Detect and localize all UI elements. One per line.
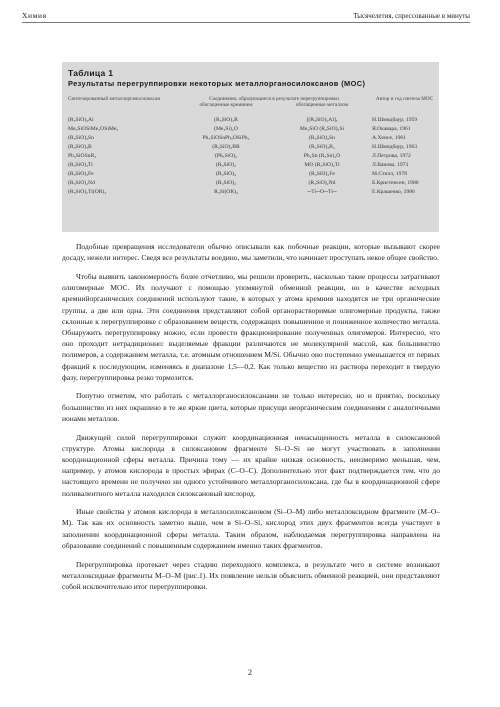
table-cell: (R₃SiO)₂Ti (68, 162, 93, 169)
table-header-compounds: Соединения, образующиеся в результате перегруппировки (209, 96, 339, 102)
table-row (62, 152, 439, 161)
table-cell: Me₂SiO (R₃SiO)₂Si (299, 125, 345, 132)
table-caption: Таблица 1 (68, 68, 114, 78)
table-cell: А.Хенсе, 1961 (372, 134, 406, 141)
table-cell: Н.Шмидбаур, 1963 (372, 143, 418, 150)
table-cell: Л.Петрова, 1972 (372, 152, 411, 159)
article-body (62, 241, 440, 600)
table-cell: Н.Шмидбаур, 1959 (372, 116, 418, 123)
table-cell: (R₃SiO)₂Sn (309, 134, 335, 141)
table-cell: Е.Крашенко, 1986 (372, 189, 415, 196)
paragraph: Подобные превращения исследователи обычно описывали как побочные реакции, которые вызывают скорее досаду, нежели интерес. Сведя все результаты воедино, мы заметили, что начинает проступать некое общее свойство. (62, 242, 440, 263)
table-header-author: Автор и год синтеза МОС (375, 96, 434, 102)
table-cell: (Me₃Si)₂O (214, 125, 238, 132)
table-cell: R₃Si(OR)₃ (214, 189, 238, 196)
table-cell: (R₃SiO)₂ (215, 171, 237, 178)
table-cell: (R₃SiO)₃Al (68, 116, 94, 123)
header-journal-title: Тысячелетия, спрессованные в минуты (353, 12, 470, 20)
table-row (62, 134, 439, 143)
table-cell: (R₃SiO)₂Fe (309, 171, 335, 178)
paragraph: Движущей силой перегруппировки служит координационная ненасыщенность металла в силоксановой структуре. Атомы кислорода в силоксановом фрагменте Si–O–Si не могут участвовать в заполнении координационной сферы металла. Причина тому — их крайне низкая основность, неизмеримо меньшая, чем, например, у атомов кислорода в простых эфирах (C–O–C). Дополнительно этот факт подтверждается тем, что до настоящего времени не получено ни одного устойчивого металлорганосилоксана, где бы в координационной сфере поливалентного металла находился силоксановый кислород. (62, 432, 440, 498)
table-cell: (R₃SiO)₂B₂ (309, 143, 335, 150)
table-row (62, 161, 439, 170)
paragraph: Чтобы выявить закономерность более отчетливо, мы решили проверить, насколько такие процессы затрагивают олигомерные МОС. Их получают с помощью упомянутой обменной реакции, но в качестве исходных кремнийорганических соединений используют такие, в которых у атома кремния находятся не три органические группы, а две или одна. Эти соединения представляют собой органорастворимые олигомерные продукты, также склонные к перегруппировке с образованием веществ, содержащих повышенное и пониженное количество металла. Обнаружить перегруппировку можно, если провести фракционирование полученных олигомеров. Интересно, что оно проходит нетрадиционно: выделяемые фракции различаются не молекулярной массой, как большинство полимеров, а содержанием металла, т.е. атомным отношением M/Si. Обычно оно постепенно уменьшается от первых фракций к последующим, изменяясь в диапазоне 1,5—0,2. Как только вещество из раствора переходит в твердую фазу, перегруппировка резко тормозится. (62, 271, 440, 382)
table-cell: (R₃SiO)₂Ti(OR)₂ (68, 189, 107, 196)
table-cell: (R₃SiO)₂Nd (68, 180, 95, 187)
results-table (62, 62, 439, 232)
running-header (22, 8, 470, 23)
paragraph: Иные свойства у атомов кислорода в металлосилоксановом (Si–O–M) либо металлоксидном фрагменте (M–O–M). Так как их основность заметно выше, чем в Si–O–Si, кислород этих двух фрагментов всегда участвует в заполнении координационной сферы металла. Таким образом, наблюдаемая перегруппировка направлена на образование соединений с повышенным содержанием именно таких фрагментов. (62, 507, 440, 550)
table-cell: (Ph₃SiO)₂ (214, 152, 238, 159)
paragraph: Попутно отметим, что работать с металлорганосилоксанами не только интересно, но и приятно, поскольку большинство из них окрашено в те же яркие цвета, которые присущи неорганическим соединениям с аналогичными ионами металлов. (62, 391, 440, 423)
table-row (62, 188, 439, 197)
table-cell: М.Стилл, 1978 (372, 171, 408, 178)
table-cell: (R₃SiO)₂Fe (68, 171, 94, 178)
table-cell: Б.Кристенсен, 1980 (372, 180, 419, 187)
page-number: 2 (248, 668, 252, 677)
table-row (62, 125, 439, 134)
table-cell: (R₃SiO)₂R (214, 116, 238, 123)
table-header-metal-rich: обогащенные металлом (295, 101, 349, 108)
table-cell: Me₃SiOSiMe₂OSiMe₃ (68, 125, 119, 132)
table-header (62, 97, 439, 109)
table-cell: MO (R₃SiO)₂Ti (304, 162, 340, 169)
table-cell: ─Ti─O─Ti─ (307, 189, 337, 196)
table-cell: (R₃SiO)₂BR (212, 143, 240, 150)
table-cell: Ph₃SiOSnR₃ (68, 152, 97, 159)
table-cell: (R₃SiO)₂Sn (68, 134, 94, 141)
table-row (62, 116, 439, 125)
table-row (62, 179, 439, 188)
table-row (62, 170, 439, 179)
table-cell: (R₃SiO)₂Nd (308, 180, 336, 187)
table-row (62, 143, 439, 152)
table-cell: Ph₃SiOSnPh₂OSiPh₃ (202, 134, 250, 141)
table-header-silicon-rich: обогащенные кремнием (199, 101, 253, 108)
table-cell: Л.Ванова, 1973 (372, 162, 409, 169)
table-title: Результаты перегруппировки некоторых металлорганосилоксанов (МОС) (68, 79, 366, 88)
table-header-col1: Синтезированный металлорганосилоксан (68, 96, 161, 102)
paragraph: Перегруппировка протекает через стадию переходного комплекса, в результате чего в системе возникают металлоксидные фрагменты M–O–M (рис.1). Их появление нельзя объяснить обменной реакцией, они представляют собой исключительно итог перегруппировки. (62, 559, 440, 591)
table-cell: (R₃SiO)₃B (68, 143, 92, 150)
table-cell: Ph₂Sn (R₃Sn)₂O (303, 152, 341, 159)
table-body (62, 116, 439, 198)
table-cell: (R₃SiO)₂ (215, 162, 237, 169)
table-cell: (R₃SiO)₂ (215, 180, 237, 187)
header-section-title: Химия (22, 11, 47, 20)
table-cell: [(R₃SiO)₂Al]ₓ (306, 116, 338, 123)
table-cell: Я.Окавара, 1961 (372, 125, 411, 132)
